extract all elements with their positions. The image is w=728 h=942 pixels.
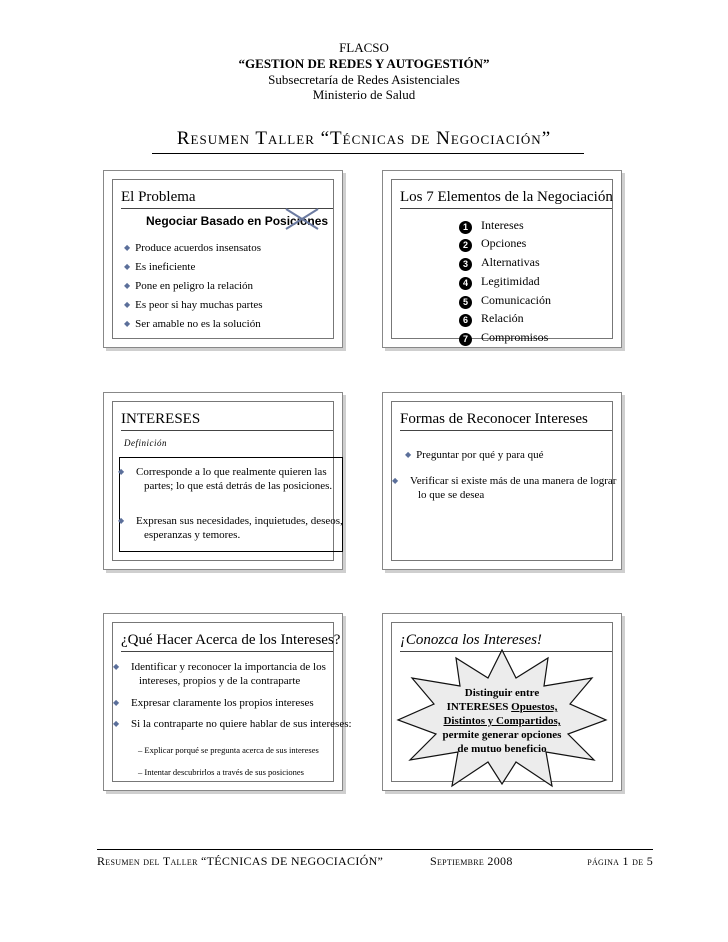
list-item: ◆ Verificar si existe más de una manera de lograr lo que se desea bbox=[392, 475, 617, 501]
list-item: ◆ Es peor si hay muchas partes bbox=[124, 299, 263, 311]
diamond-bullet-icon: ◆ bbox=[405, 450, 412, 459]
diamond-bullet-icon: ◆ bbox=[124, 281, 131, 290]
number-circle-icon: 1 bbox=[459, 221, 472, 234]
starburst-text: Distinguir entre INTERESES Opuestos, Distintos y Compartidos, permite generar opciones de mutuo beneficio bbox=[442, 687, 562, 755]
definition-box bbox=[119, 457, 343, 552]
slide-title: El Problema bbox=[121, 189, 196, 205]
list-item: 3 Alternativas bbox=[459, 255, 540, 271]
list-item: 6 Relación bbox=[459, 311, 524, 327]
diamond-bullet-icon: ◆ bbox=[124, 243, 131, 252]
header-program: “GESTION DE REDES Y AUTOGESTIÓN” bbox=[238, 56, 490, 71]
slide-title: ¡Conozca los Intereses! bbox=[400, 632, 542, 648]
header-org: FLACSO bbox=[339, 40, 389, 55]
number-circle-icon: 3 bbox=[459, 258, 472, 271]
list-item: 1 Intereses bbox=[459, 218, 524, 234]
footer-date: Septiembre 2008 bbox=[430, 854, 513, 868]
list-item: ◆ Corresponde a lo que realmente quieren las partes; lo que está detrás de las posiciones. bbox=[118, 466, 333, 492]
slide-title: Los 7 Elementos de la Negociación bbox=[400, 189, 613, 205]
sub-list-item: – Explicar porqué se pregunta acerca de sus intereses bbox=[138, 745, 319, 755]
list-item: 2 Opciones bbox=[459, 236, 526, 252]
slide-subtitle: Negociar Basado en Posiciones bbox=[146, 214, 329, 228]
number-circle-icon: 5 bbox=[459, 296, 472, 309]
list-item: ◆ Preguntar por qué y para qué bbox=[405, 449, 544, 461]
slide-formas-reconocer bbox=[382, 392, 622, 570]
list-item: 7 Compromisos bbox=[459, 330, 548, 346]
slide-7-elementos bbox=[382, 170, 622, 348]
number-circle-icon: 6 bbox=[459, 314, 472, 327]
number-circle-icon: 7 bbox=[459, 333, 472, 346]
cross-out-mark bbox=[284, 206, 320, 232]
slide-subtitle: Definición bbox=[124, 438, 167, 448]
header-ministry: Ministerio de Salud bbox=[312, 87, 416, 102]
list-item: ◆ Expresan sus necesidades, inquietudes, deseos, esperanzas y temores. bbox=[118, 515, 343, 541]
slide-conozca bbox=[382, 613, 622, 791]
slide-que-hacer bbox=[103, 613, 352, 791]
slide-intereses bbox=[103, 392, 343, 570]
sub-list-item: – Intentar descubrirlos a través de sus posiciones bbox=[138, 767, 304, 777]
number-circle-icon: 2 bbox=[459, 239, 472, 252]
list-item: ◆ Expresar claramente los propios intereses bbox=[113, 697, 314, 709]
footer-left: Resumen del Taller “TÉCNICAS DE NEGOCIACIÓN” bbox=[97, 854, 384, 868]
footer-rule bbox=[97, 849, 653, 850]
document-title: Resumen Taller “Técnicas de Negociación” bbox=[176, 128, 552, 149]
diamond-bullet-icon: ◆ bbox=[124, 319, 131, 328]
list-item: ◆ Si la contraparte no quiere hablar de sus intereses: bbox=[113, 718, 352, 730]
list-item: ◆ Es ineficiente bbox=[124, 261, 196, 273]
title-underline bbox=[152, 153, 584, 154]
slide-title: INTERESES bbox=[121, 411, 201, 427]
slide-el-problema bbox=[103, 170, 343, 348]
diamond-bullet-icon: ◆ bbox=[124, 262, 131, 271]
slide-title: ¿Qué Hacer Acerca de los Intereses? bbox=[121, 632, 341, 648]
list-item: 4 Legitimidad bbox=[459, 274, 540, 290]
list-item: ◆ Pone en peligro la relación bbox=[124, 280, 254, 292]
list-item: ◆ Produce acuerdos insensatos bbox=[124, 242, 262, 254]
list-item: 5 Comunicación bbox=[459, 293, 551, 309]
diamond-bullet-icon: ◆ bbox=[124, 300, 131, 309]
list-item: ◆ Ser amable no es la solución bbox=[124, 318, 261, 330]
list-item: ◆ Identificar y reconocer la importancia de los intereses, propios y de la contraparte bbox=[113, 661, 326, 687]
footer-page-number: página 1 de 5 bbox=[587, 854, 653, 868]
slide-title: Formas de Reconocer Intereses bbox=[400, 411, 588, 427]
number-circle-icon: 4 bbox=[459, 277, 472, 290]
header-dept: Subsecretaría de Redes Asistenciales bbox=[268, 72, 460, 87]
